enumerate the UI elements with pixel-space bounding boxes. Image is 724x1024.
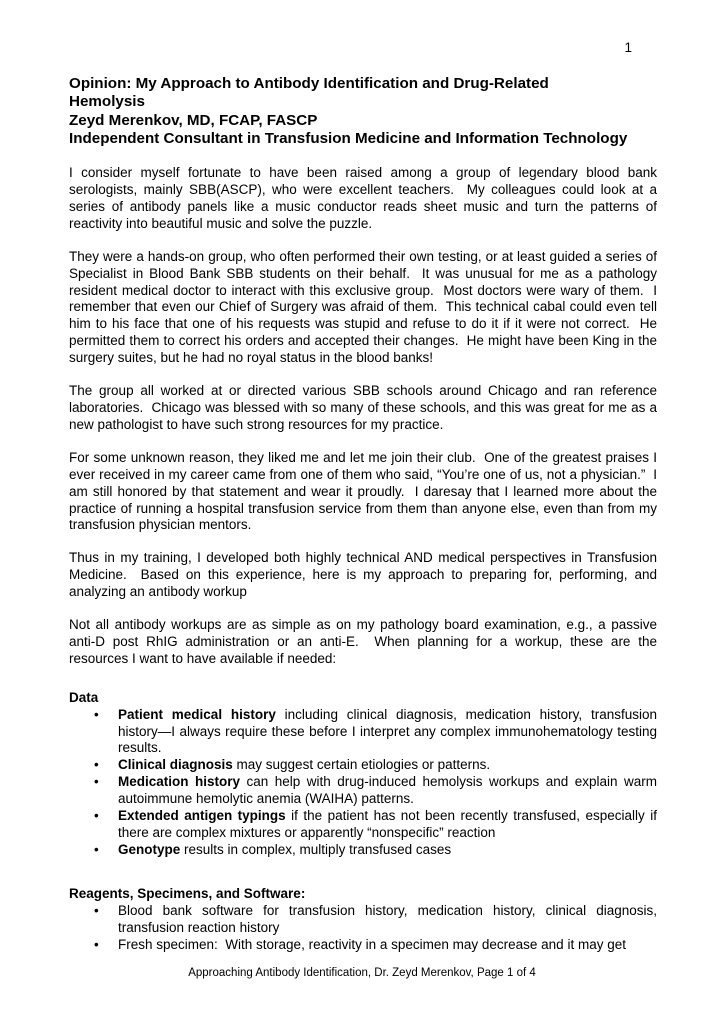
page-footer: Approaching Antibody Identification, Dr. Zeyd Merenkov, Page 1 of 4 [188,967,536,979]
bullet-lead: Extended antigen typings [118,808,286,824]
author-line: Zeyd Merenkov, MD, FCAP, FASCP [69,111,318,129]
affiliation-line: Independent Consultant in Transfusion Medicine and Information Technology [69,129,628,147]
section-heading-data: Data [69,689,99,705]
bullet-lead: Patient medical history [118,706,276,722]
paragraph-6: Not all antibody workups are as simple as on my pathology board examination, e.g., a passive anti-D post RhIG administration or an anti-E. When planning for a workup, these are the resources I want to have available if needed: [69,617,661,666]
bullet-text: if the patient has not been recently transfused, especially if there are complex mixtures or apparently “nonspecific” reaction [118,808,661,840]
bullet-lead: Genotype [118,841,181,857]
bullet-list-reagents [69,902,661,954]
bullet-item [69,842,657,859]
paragraph-2: They were a hands-on group, who often performed their own testing, or at least guided a series of Specialist in Blood Bank SBB students on their behalf. It was unusual for me as a pathology resident medical doctor to interact with this exclusive group. Most doctors were wary of them. I remember that even our Chief of Surgery was afraid of them. This technical cabal could even tell him to his face that one of his requests was stupid and refuse to do it if it were not correct. He permitted them to correct his orders and accepted their changes. He might have been King in the surgery suites, but he had no royal status in the blood banks! [69,248,661,366]
bullet-item [69,937,657,954]
bullet-text: Fresh specimen: With storage, reactivity in a specimen may decrease and it may get [118,936,626,952]
bullet-list-data [69,706,661,859]
bullet-text: including clinical diagnosis, medication history, transfusion history—I always require these before I interpret any complex immunohematology testing results. [118,706,661,756]
page-number: 1 [624,40,632,55]
document-title-line-2: Hemolysis [69,93,145,111]
bullet-text: Blood bank software for transfusion history, medication history, clinical diagnosis, transfusion reaction history [118,902,661,935]
bullet-item [69,706,661,758]
bullet-text: results in complex, multiply transfused cases [180,841,452,857]
paragraph-3: The group all worked at or directed various SBB schools around Chicago and ran reference laboratories. Chicago was blessed with so many of these schools, and this was great for me as a new pathologist to have such strong resources for my practice. [69,383,661,432]
bullet-item [69,808,661,842]
paragraph-5: Thus in my training, I developed both highly technical AND medical perspectives in Transfusion Medicine. Based on this experience, here is my approach to preparing for, performing, and analyzing an antibody workup [69,550,661,600]
bullet-item [69,902,661,937]
document-title-line-1: Opinion: My Approach to Antibody Identification and Drug-Related [69,74,549,92]
section-heading-reagents: Reagents, Specimens, and Software: [69,885,306,901]
bullet-item [69,774,661,808]
document-header [69,75,657,148]
paragraph-1: I consider myself fortunate to have been raised among a group of legendary blood bank serologists, mainly SBB(ASCP), who were excellent teachers. My colleagues could look at a series of antibody panels like a music conductor reads sheet music and turn the patterns of reactivity into beautiful music and solve the puzzle. [69,165,661,231]
bullet-lead: Medication history [118,774,240,790]
bullet-text: can help with drug-induced hemolysis workups and explain warm autoimmune hemolytic anemia (WAIHA) patterns. [118,774,661,807]
bullet-text: may suggest certain etiologies or patterns. [232,757,491,773]
bullet-lead: Clinical diagnosis [118,757,233,773]
paragraph-4: For some unknown reason, they liked me and let me join their club. One of the greatest praises I ever received in my career came from one of them who said, “You’re one of us, not a physician.” I am still honored by that statement and wear it proudly. I daresay that I learned more about the practice of running a hospital transfusion service from them than anyone else, even than from my transfusion physician mentors. [69,449,661,533]
bullet-item [69,757,657,774]
